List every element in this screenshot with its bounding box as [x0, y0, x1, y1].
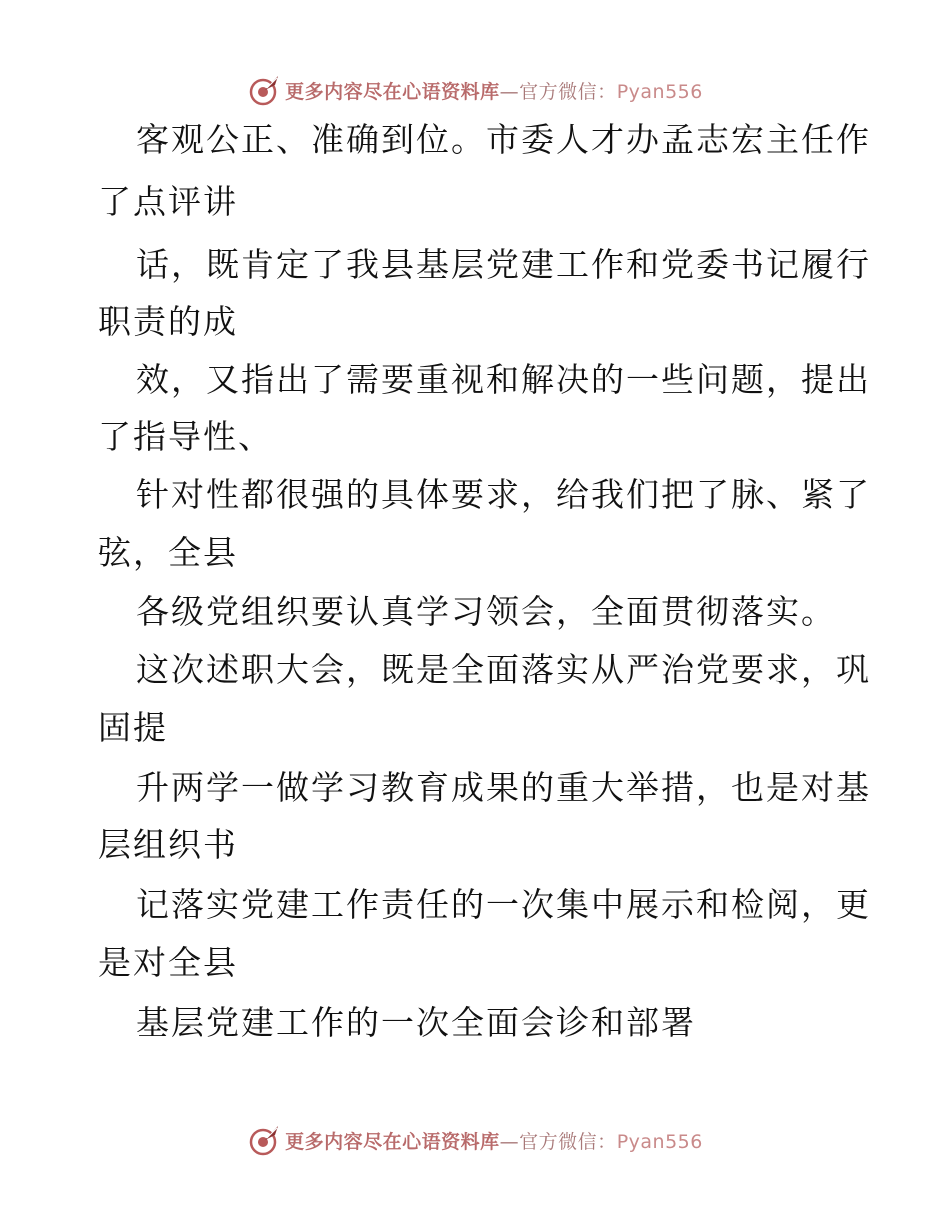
body-line: 职责的成: [98, 302, 238, 341]
watermark-main: 更多内容尽在心语资料库: [285, 80, 500, 103]
body-line: 了点评讲: [98, 182, 238, 221]
quill-seal-icon: [247, 73, 281, 107]
body-line: 是对全县: [98, 943, 238, 982]
watermark-wechat: Pyan556: [616, 1130, 703, 1153]
body-line: 这次述职大会，既是全面落实从严治党要求，巩: [136, 650, 871, 689]
watermark-official: 官方微信：: [519, 1130, 617, 1153]
watermark-official: 官方微信：: [519, 80, 617, 103]
watermark-text: [285, 77, 703, 104]
body-line: 效，又指出了需要重视和解决的一些问题，提出: [136, 360, 871, 399]
watermark-main: 更多内容尽在心语资料库: [285, 1130, 500, 1153]
watermark-separator: —: [499, 1130, 520, 1153]
body-line: 了指导性、: [98, 417, 273, 456]
body-line: 各级党组织要认真学习领会，全面贯彻落实。: [136, 592, 836, 631]
body-line: 话，既肯定了我县基层党建工作和党委书记履行: [136, 245, 871, 284]
body-line: 客观公正、准确到位。市委人才办孟志宏主任作: [136, 120, 871, 159]
watermark-separator: —: [499, 80, 520, 103]
body-line: 层组织书: [98, 825, 238, 864]
watermark-text: [285, 1127, 703, 1154]
body-line: 记落实党建工作责任的一次集中展示和检阅，更: [136, 885, 871, 924]
footer-watermark: [0, 1120, 950, 1160]
header-watermark: [0, 70, 950, 110]
body-line: 弦，全县: [98, 533, 238, 572]
body-line: 基层党建工作的一次全面会诊和部署: [136, 1003, 696, 1042]
quill-seal-icon: [247, 1123, 281, 1157]
body-line: 升两学一做学习教育成果的重大举措，也是对基: [136, 768, 871, 807]
body-line: 针对性都很强的具体要求，给我们把了脉、紧了: [136, 475, 871, 514]
watermark-wechat: Pyan556: [616, 80, 703, 103]
body-line: 固提: [98, 708, 168, 747]
